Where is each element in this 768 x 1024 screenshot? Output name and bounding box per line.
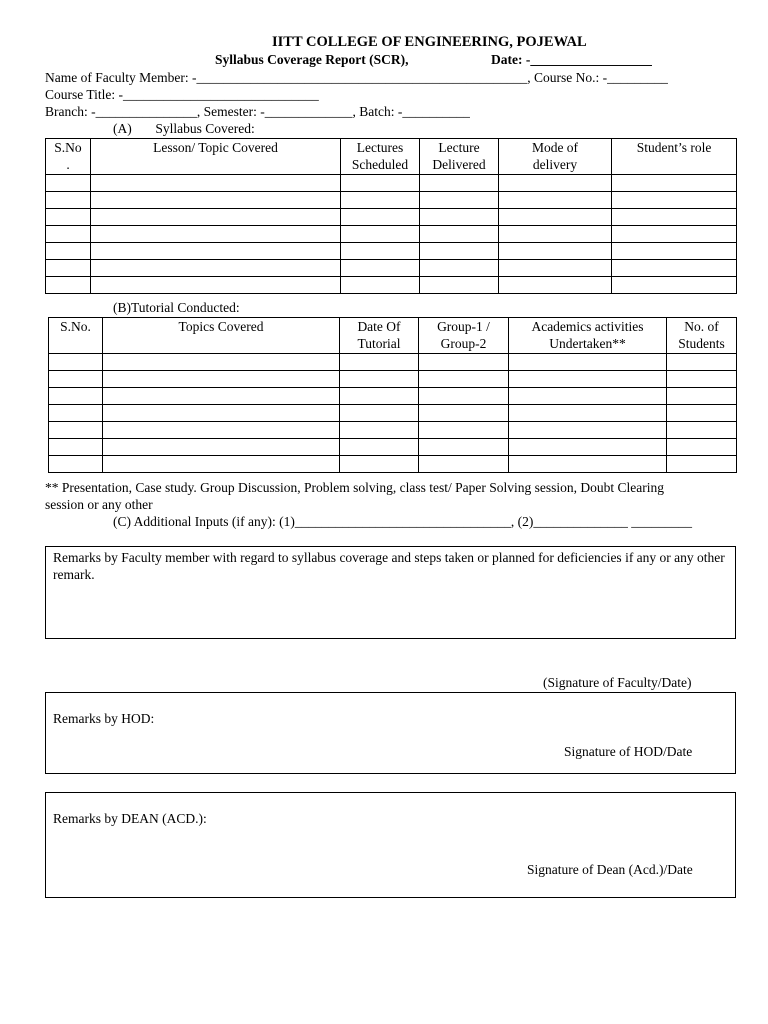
header-academic-activities: Academics activities Undertaken** [509,318,667,354]
table-cell[interactable] [49,388,103,405]
tutorial-table-row [49,405,737,422]
table-cell[interactable] [341,209,420,226]
table-cell[interactable] [46,175,91,192]
branch-semester-batch-line[interactable]: Branch: -_______________, Semester: -_____________, Batch: -__________ [45,104,470,119]
table-cell[interactable] [340,405,419,422]
section-a-label: (A) Syllabus Covered: [113,121,255,136]
table-cell[interactable] [499,243,612,260]
table-cell[interactable] [667,405,737,422]
table-cell[interactable] [419,405,509,422]
table-cell[interactable] [49,405,103,422]
tutorial-table-row [49,388,737,405]
table-cell[interactable] [46,277,91,294]
syllabus-table-row [46,192,737,209]
table-cell[interactable] [612,243,737,260]
table-cell[interactable] [91,209,341,226]
tutorial-table-row [49,456,737,473]
table-cell[interactable] [340,354,419,371]
table-cell[interactable] [46,192,91,209]
hod-signature-label: Signature of HOD/Date [564,744,693,759]
table-cell[interactable] [340,439,419,456]
header-students-role: Student’s role [612,139,737,175]
tutorial-conducted-table [48,317,737,473]
table-cell[interactable] [46,209,91,226]
table-cell[interactable] [420,175,499,192]
table-cell[interactable] [419,388,509,405]
footnote-line-1: ** Presentation, Case study. Group Discussion, Problem solving, class test/ Paper Solving session, Doubt Clearing [45,480,664,495]
table-cell[interactable] [612,209,737,226]
tutorial-table-row [49,354,737,371]
header-sno: S.No. [49,318,103,354]
tutorial-table-row [49,422,737,439]
dean-remarks-box[interactable] [45,792,736,898]
syllabus-table-row [46,277,737,294]
faculty-remarks-box[interactable] [45,546,736,639]
table-cell[interactable] [612,192,737,209]
table-cell[interactable] [103,422,340,439]
table-cell[interactable] [612,277,737,294]
header-lesson-topic: Lesson/ Topic Covered [91,139,341,175]
footnote-line-2: session or any other [45,497,153,512]
table-cell[interactable] [509,371,667,388]
table-cell[interactable] [103,405,340,422]
syllabus-table-row [46,260,737,277]
hod-remarks-label: Remarks by HOD: [53,711,155,726]
syllabus-table-row [46,226,737,243]
header-lecture-delivered: Lecture Delivered [420,139,499,175]
date-field[interactable]: Date: -__________________ [491,52,652,67]
table-cell[interactable] [103,354,340,371]
table-cell[interactable] [103,388,340,405]
table-cell[interactable] [49,371,103,388]
table-cell[interactable] [340,388,419,405]
table-cell[interactable] [509,439,667,456]
table-cell[interactable] [667,456,737,473]
table-cell[interactable] [667,439,737,456]
table-cell[interactable] [667,354,737,371]
table-cell[interactable] [49,422,103,439]
syllabus-covered-table [45,138,737,294]
table-cell[interactable] [420,243,499,260]
table-cell[interactable] [420,192,499,209]
additional-inputs-line[interactable]: (C) Additional Inputs (if any): (1)________________________________, (2)______________ _________ [113,514,692,529]
tutorial-table-row [49,439,737,456]
header-sno: S.No . [46,139,91,175]
syllabus-table-row [46,243,737,260]
table-cell[interactable] [509,388,667,405]
table-cell[interactable] [499,260,612,277]
table-cell[interactable] [46,226,91,243]
table-cell[interactable] [667,371,737,388]
table-cell[interactable] [49,354,103,371]
table-cell[interactable] [91,175,341,192]
table-cell[interactable] [419,371,509,388]
table-cell[interactable] [91,192,341,209]
table-cell[interactable] [49,456,103,473]
table-cell[interactable] [509,405,667,422]
faculty-remarks-text: Remarks by Faculty member with regard to syllabus coverage and steps taken or planned for deficiencies if any or any other remark. [53,550,725,582]
table-cell[interactable] [91,243,341,260]
dean-remarks-label: Remarks by DEAN (ACD.): [53,811,207,826]
table-cell[interactable] [420,277,499,294]
table-cell[interactable] [419,439,509,456]
table-cell[interactable] [499,209,612,226]
table-cell[interactable] [46,260,91,277]
table-cell[interactable] [612,260,737,277]
header-mode-of-delivery: Mode of delivery [499,139,612,175]
course-title-line[interactable]: Course Title: -_____________________________ [45,87,319,102]
table-cell[interactable] [91,277,341,294]
header-lectures-scheduled: Lectures Scheduled [341,139,420,175]
tutorial-table-row [49,371,737,388]
table-cell[interactable] [612,226,737,243]
college-name: IITT COLLEGE OF ENGINEERING, POJEWAL [272,34,587,50]
table-cell[interactable] [509,354,667,371]
table-cell[interactable] [499,277,612,294]
table-cell[interactable] [91,260,341,277]
table-cell[interactable] [419,422,509,439]
section-b-label: (B)Tutorial Conducted: [113,300,240,315]
table-cell[interactable] [341,260,420,277]
table-cell[interactable] [91,226,341,243]
header-date-of-tutorial: Date Of Tutorial [340,318,419,354]
table-cell[interactable] [341,175,420,192]
syllabus-table-row [46,175,737,192]
table-cell[interactable] [46,243,91,260]
table-cell[interactable] [49,439,103,456]
table-cell[interactable] [103,456,340,473]
table-cell[interactable] [340,371,419,388]
table-cell[interactable] [340,422,419,439]
table-cell[interactable] [340,456,419,473]
table-cell[interactable] [420,209,499,226]
table-cell[interactable] [341,226,420,243]
table-cell[interactable] [419,456,509,473]
table-cell[interactable] [103,371,340,388]
table-cell[interactable] [420,226,499,243]
table-cell[interactable] [341,192,420,209]
table-cell[interactable] [509,422,667,439]
report-title: Syllabus Coverage Report (SCR), [215,52,409,67]
syllabus-table-body [46,175,737,294]
tutorial-table-body [49,354,737,473]
header-no-of-students: No. of Students [667,318,737,354]
syllabus-table-row [46,209,737,226]
table-cell[interactable] [667,422,737,439]
header-group: Group-1 / Group-2 [419,318,509,354]
table-cell[interactable] [499,175,612,192]
table-cell[interactable] [612,175,737,192]
table-cell[interactable] [667,388,737,405]
hod-remarks-box[interactable] [45,692,736,774]
table-cell[interactable] [341,243,420,260]
table-cell[interactable] [419,354,509,371]
table-cell[interactable] [420,260,499,277]
faculty-course-line[interactable]: Name of Faculty Member: -_________________________________________________, Course No.: -_________ [45,70,668,85]
header-topics-covered: Topics Covered [103,318,340,354]
faculty-signature-label: (Signature of Faculty/Date) [543,675,692,690]
table-cell[interactable] [341,277,420,294]
table-cell[interactable] [499,226,612,243]
table-cell[interactable] [499,192,612,209]
table-cell[interactable] [103,439,340,456]
table-cell[interactable] [509,456,667,473]
dean-signature-label: Signature of Dean (Acd.)/Date [527,862,693,877]
